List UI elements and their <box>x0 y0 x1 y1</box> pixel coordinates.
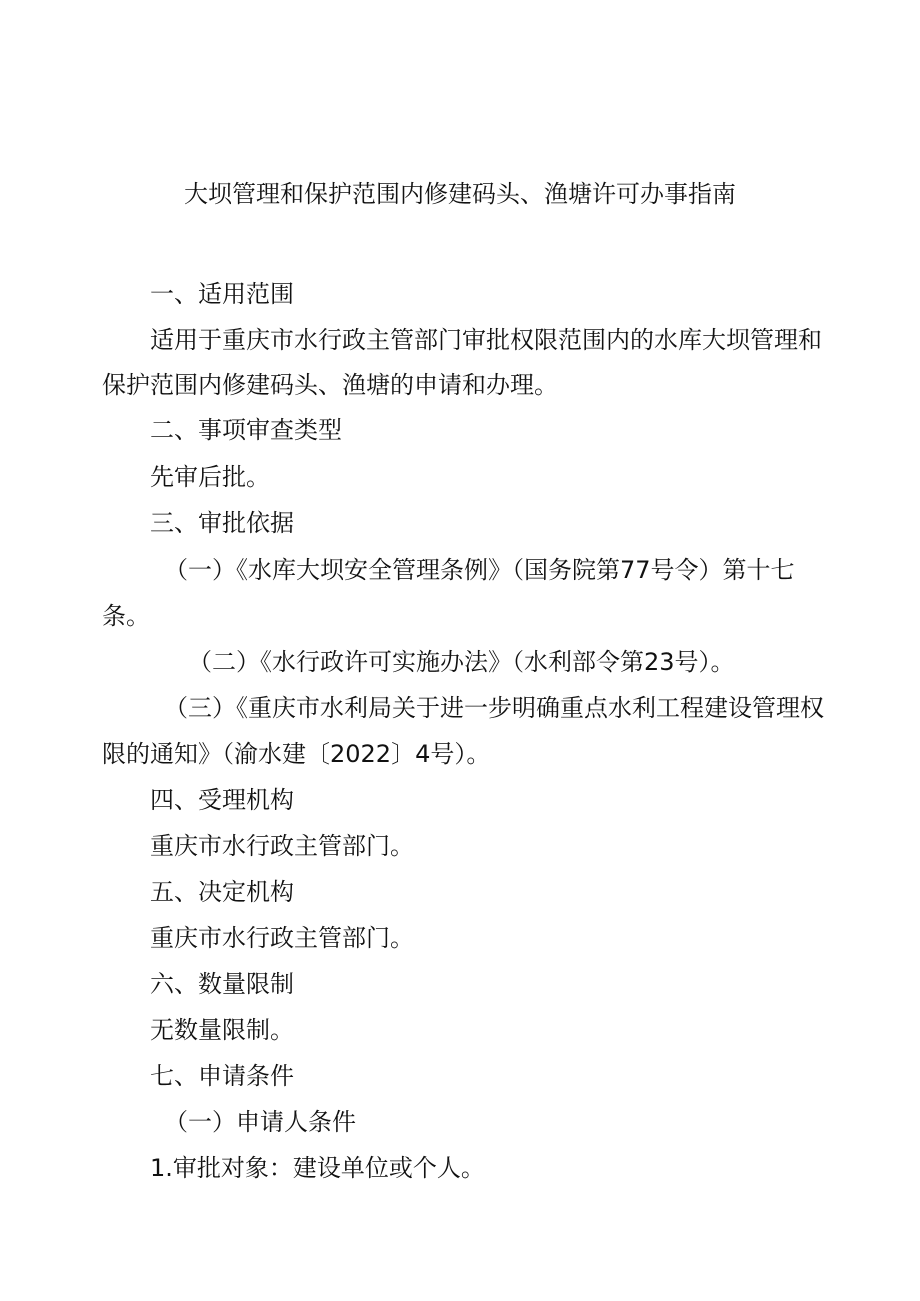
decision-heading: 五、决定机构 <box>150 878 294 906</box>
basis-item-3-line-1: （三）《重庆市水利局关于进一步明确重点水利工程建设管理权 <box>164 694 824 722</box>
quantity-text: 无数量限制。 <box>150 1016 294 1044</box>
basis-item-1-line-2: 条。 <box>102 602 150 630</box>
acceptance-heading: 四、受理机构 <box>150 786 294 814</box>
basis-item-3-line-2: 限的通知》（渝水建〔2022〕4号）。 <box>102 740 491 768</box>
basis-heading: 三、审批依据 <box>150 509 294 537</box>
scope-heading: 一、适用范围 <box>150 280 294 308</box>
conditions-subheading-1: （一）申请人条件 <box>164 1108 356 1136</box>
basis-item-1-line-1: （一）《水库大坝安全管理条例》（国务院第77号令）第十七 <box>164 556 795 584</box>
conditions-item-1: 1.审批对象：建设单位或个人。 <box>150 1154 485 1182</box>
acceptance-text: 重庆市水行政主管部门。 <box>150 832 414 860</box>
type-heading: 二、事项审查类型 <box>150 416 342 444</box>
basis-item-2: （二）《水行政许可实施办法》（水利部令第23号）。 <box>188 648 735 676</box>
conditions-heading: 七、申请条件 <box>150 1062 294 1090</box>
type-text: 先审后批。 <box>150 463 270 491</box>
decision-text: 重庆市水行政主管部门。 <box>150 924 414 952</box>
scope-text-line-1: 适用于重庆市水行政主管部门审批权限范围内的水库大坝管理和 <box>150 326 822 354</box>
scope-text-line-2: 保护范围内修建码头、渔塘的申请和办理。 <box>102 371 558 399</box>
document-title: 大坝管理和保护范围内修建码头、渔塘许可办事指南 <box>184 180 736 208</box>
quantity-heading: 六、数量限制 <box>150 970 294 998</box>
